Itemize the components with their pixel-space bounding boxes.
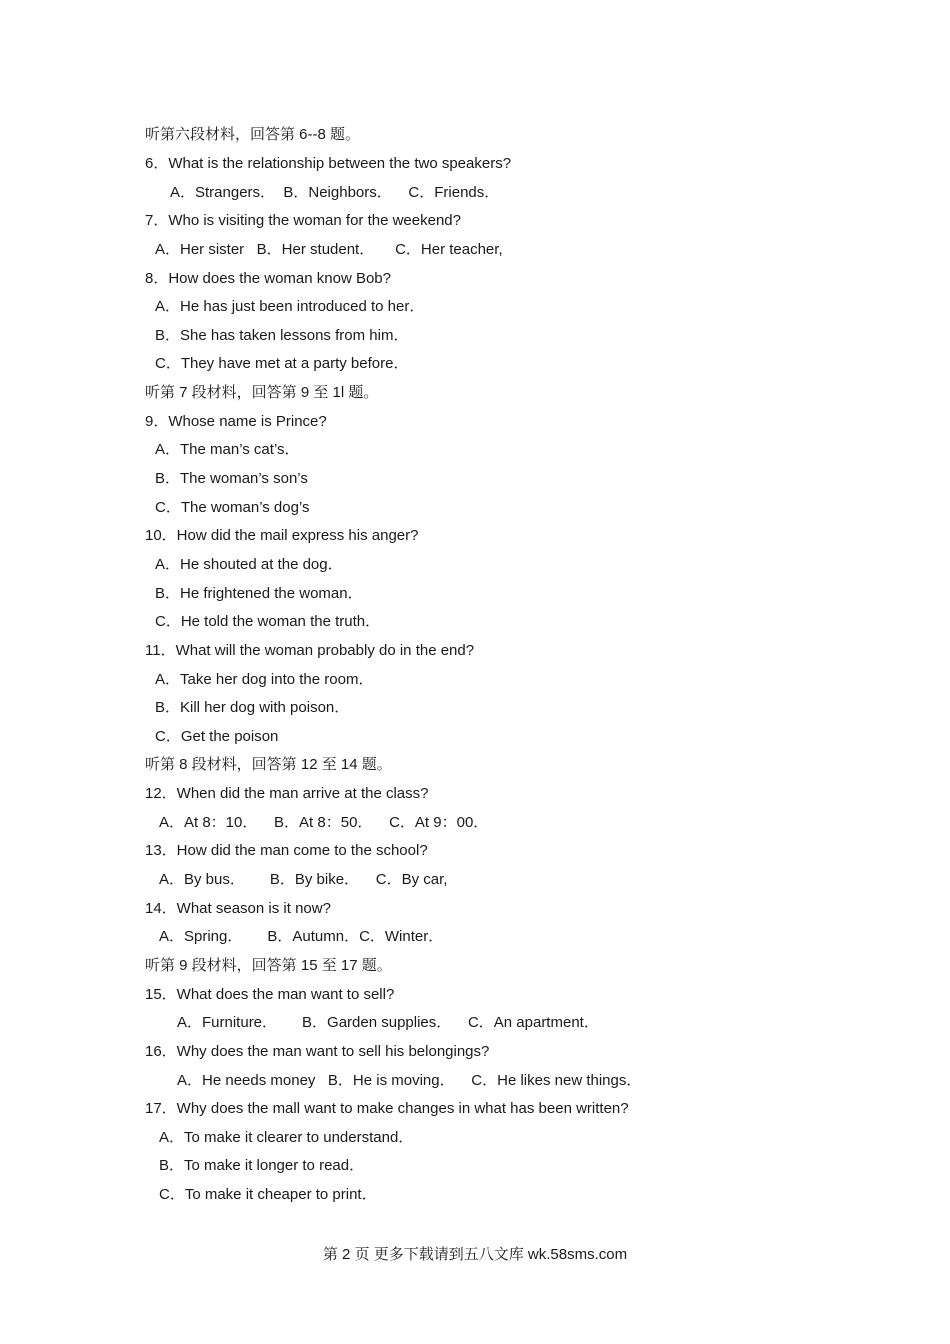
question-14: 14．What season is it now? (145, 900, 331, 917)
section-heading-7: 听第 7 段材料，回答第 9 至 1l 题。 (145, 384, 379, 401)
question-8: 8．How does the woman know Bob? (145, 270, 391, 287)
question-8-option-c: C．They have met at a party before． (155, 355, 409, 372)
question-11-option-a: A．Take her dog into the room． (155, 671, 374, 688)
question-15: 15．What does the man want to sell? (145, 986, 395, 1003)
question-13-options: A．By bus． B．By bike． C．By car, (159, 871, 448, 888)
question-15-options: A．Furniture． B．Garden supplies． C．An apartment． (177, 1014, 599, 1031)
question-9-option-c: C．The woman’s dog’s (155, 499, 310, 516)
question-8-option-b: B．She has taken lessons from him． (155, 327, 409, 344)
question-9-option-a: A．The man’s cat’s． (155, 441, 300, 458)
question-17-option-b: B．To make it longer to read． (159, 1157, 365, 1174)
question-13: 13．How did the man come to the school? (145, 842, 428, 859)
question-16-options: A．He needs money B．He is moving． C．He likes new things． (177, 1072, 642, 1089)
question-14-options: A．Spring． B．Autumn．C．Winter． (159, 928, 444, 945)
question-10-option-b: B．He frightened the woman． (155, 585, 363, 602)
question-17-option-a: A．To make it clearer to understand． (159, 1129, 414, 1146)
question-6: 6．What is the relationship between the two speakers? (145, 155, 512, 172)
question-7: 7．Who is visiting the woman for the weekend? (145, 212, 461, 229)
question-17-option-c: C．To make it cheaper to print． (159, 1186, 377, 1203)
question-10-option-a: A．He shouted at the dog． (155, 556, 343, 573)
question-16: 16．Why does the man want to sell his belongings? (145, 1043, 490, 1060)
question-6-options: A．Strangers． B．Neighbors． C．Friends． (170, 184, 500, 201)
question-10-option-c: C．He told the woman the truth． (155, 613, 381, 630)
question-11-option-b: B．Kill her dog with poison． (155, 699, 350, 716)
question-9-option-b: B．The woman’s son’s (155, 470, 308, 487)
page-footer: 第 2 页 更多下载请到五八文库 wk.58sms.com (322, 1246, 628, 1263)
question-8-option-a: A．He has just been introduced to her． (155, 298, 425, 315)
question-11: 11．What will the woman probably do in the end? (145, 642, 475, 659)
section-heading-8: 听第 8 段材料，回答第 12 至 14 题。 (145, 756, 392, 773)
question-10: 10．How did the mail express his anger? (145, 527, 419, 544)
question-17: 17．Why does the mall want to make changes in what has been written? (145, 1100, 629, 1117)
section-heading-6: 听第六段材料，回答第 6--8 题。 (145, 126, 361, 143)
question-12-options: A．At 8：10． B．At 8：50． C．At 9：00． (159, 814, 489, 831)
question-11-option-c: C．Get the poison (155, 728, 279, 745)
section-heading-9: 听第 9 段材料，回答第 15 至 17 题。 (145, 957, 392, 974)
question-7-options: A．Her sister B．Her student． C．Her teacher, (155, 241, 503, 258)
question-9: 9．Whose name is Prince? (145, 413, 327, 430)
question-12: 12．When did the man arrive at the class? (145, 785, 429, 802)
